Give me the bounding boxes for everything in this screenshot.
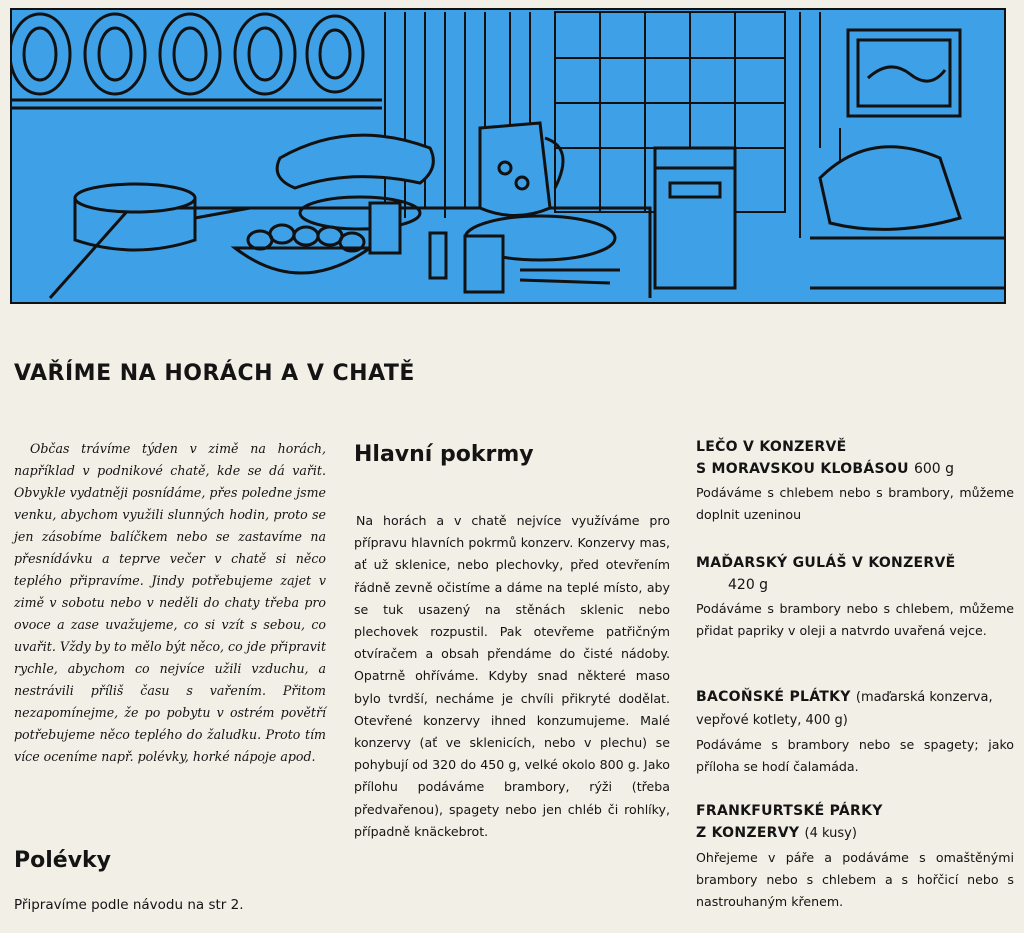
recipe-weight: 600 g [913,461,955,477]
recipe-gulas [696,552,1014,642]
recipe-text: Ohřejeme v páře a podáváme s omaštěnými brambory nebo s chlebem a s hořčicí nebo s nastrouhaným křenem. [696,850,1014,909]
salt-shaker [430,233,446,278]
soups-text: Připravíme podle návodu na str 2. [14,897,244,913]
mains-heading: Hlavní pokrmy [354,442,534,467]
recipe-title: FRANKFURTSKÉ PÁRKY Z KONZERVY (4 kusy) [696,803,883,841]
recipe-text: Podáváme s chlebem nebo s brambory, můžeme doplnit uzeninou [696,485,1014,522]
recipe-subtitle: (maďarská konzerva, vepřové kotlety, 400 g) [696,690,993,728]
intro-paragraph: Občas trávíme týden v zimě na horách, například v podnikové chatě, kde se dá vařit. Obvykle vydatněji posnídáme, přes poledne jsme venku, abychom využili slunných hodin, proto se jen zásobíme balíčkem nebo se zastavíme na přesnídávku a teprve večer v chatě si něco teplého připravíme. Jindy potřebujeme zajet v zimě v sobotu nebo v neděli do chaty třeba pro ovoce a zase uvažujeme, co si vzít s sebou, co uvařit. Vždy by to mělo být něco, co jde připravit rychle, abychom co nejvíce užili vzduchu, a nestrávili příliš času s vařením. Přitom nezapomínejme, že po pobytu v ostrém povětří potřebujeme něco teplého do žaludku. Proto tím více oceníme např. polévky, horké nápoje apod. [14,441,327,764]
recipe-title: MAĎARSKÝ GULÁŠ V KONZERVĚ 420 g [696,555,956,593]
glass [465,236,503,292]
stove [655,148,735,288]
glass [370,203,400,253]
recipe-bacon [696,686,1014,778]
recipe-text: Podáváme s brambory nebo se spagety; jako příloha se hodí čalamáda. [696,737,1014,774]
soups-heading: Polévky [14,848,112,873]
cabin-kitchen-illustration [10,8,1006,304]
recipe-weight: 420 g [728,577,769,593]
mains-paragraph: Na horách a v chatě nejvíce využíváme pro přípravu hlavních pokrmů konzerv. Konzervy mas, ať už sklenice, nebo plechovky, před otevřením řádně zevně očistíme a dáme na teplé místo, aby se tuk usazený na stěnách sklenic nebo plechovek rozpustil. Pak otevřeme patřičným otvíračem a obsah přendáme do čisté nádoby. Opatrně ohříváme. Kdyby snad některé maso bylo tvrdší, necháme je chvíli přikryté dodělat. Otevřené konzervy ihned konzumujeme. Malé konzervy (ať ve sklenicích, nebo v plechu) se pohybují od 320 do 450 g, velké okolo 800 g. Jako přílohu podáváme brambory, rýži (třeba předvařenou), spagety nebo jen chléb či rohlíky, případně knäckebrot. [354,513,670,839]
recipe-subtitle: (4 kusy) [804,826,857,841]
recipe-leco [696,436,1014,526]
page-title: VAŘÍME NA HORÁCH A V CHATĚ [14,361,415,386]
recipe-parky [696,800,1014,913]
recipe-text: Podáváme s brambory nebo s chlebem, můžeme přidat papriky v oleji a natvrdo uvařená vejce. [696,601,1014,638]
recipe-title: BACOŇSKÉ PLÁTKY (maďarská konzerva, vepřové kotlety, 400 g) [696,689,993,728]
recipe-title: LEČO V KONZERVĚ S MORAVSKOU KLOBÁSOU 600 g [696,439,955,477]
